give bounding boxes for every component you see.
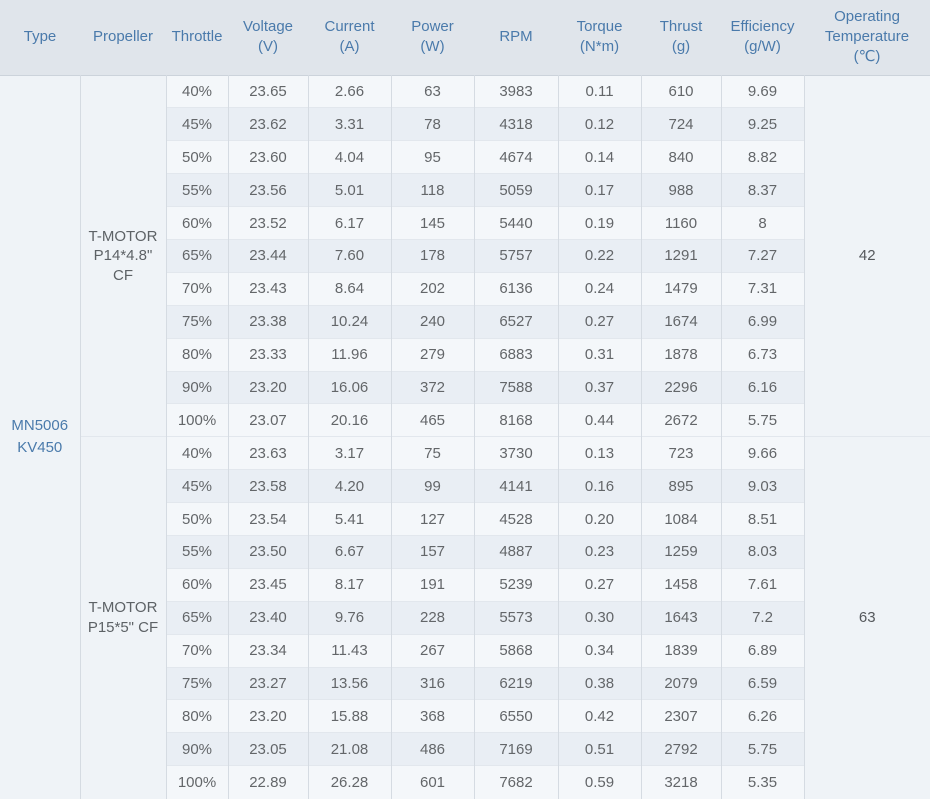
text-line: Type — [23, 28, 57, 46]
column-header-power — [391, 0, 474, 75]
torque-cell: 0.30 — [558, 601, 641, 634]
efficiency-cell: 8 — [721, 207, 804, 240]
thrust-cell: 723 — [641, 437, 721, 470]
torque-cell: 0.27 — [558, 305, 641, 338]
current-cell: 4.04 — [308, 141, 391, 174]
power-cell: 465 — [391, 404, 474, 437]
torque-cell: 0.37 — [558, 371, 641, 404]
throttle-cell: 70% — [166, 634, 228, 667]
voltage-cell: 23.05 — [228, 733, 308, 766]
text-line: Current — [324, 18, 375, 35]
operating-temperature-cell: 63 — [804, 437, 930, 799]
efficiency-cell: 7.61 — [721, 568, 804, 601]
voltage-cell: 23.34 — [228, 634, 308, 667]
torque-cell: 0.13 — [558, 437, 641, 470]
torque-cell: 0.23 — [558, 535, 641, 568]
current-cell: 20.16 — [308, 404, 391, 437]
throttle-cell: 50% — [166, 503, 228, 536]
current-cell: 11.43 — [308, 634, 391, 667]
current-cell: 3.17 — [308, 437, 391, 470]
throttle-cell: 40% — [166, 75, 228, 108]
text-line: Propeller — [92, 28, 154, 46]
column-header-temperature — [804, 0, 930, 75]
efficiency-cell: 9.25 — [721, 108, 804, 141]
voltage-cell: 23.54 — [228, 503, 308, 536]
power-cell: 191 — [391, 568, 474, 601]
torque-cell: 0.12 — [558, 108, 641, 141]
thrust-cell: 840 — [641, 141, 721, 174]
column-header-throttle — [166, 0, 228, 75]
column-header-efficiency — [721, 0, 804, 75]
throttle-cell: 65% — [166, 239, 228, 272]
torque-cell: 0.42 — [558, 700, 641, 733]
torque-cell: 0.27 — [558, 568, 641, 601]
voltage-cell: 23.62 — [228, 108, 308, 141]
text-line: Voltage — [242, 18, 294, 35]
text-line: CF — [113, 266, 133, 284]
column-header-torque — [558, 0, 641, 75]
propeller-cell — [80, 437, 166, 799]
thrust-cell: 1259 — [641, 535, 721, 568]
thrust-cell: 724 — [641, 108, 721, 141]
power-cell: 99 — [391, 470, 474, 503]
torque-cell: 0.22 — [558, 239, 641, 272]
current-cell: 6.67 — [308, 535, 391, 568]
efficiency-cell: 8.82 — [721, 141, 804, 174]
throttle-cell: 90% — [166, 733, 228, 766]
power-cell: 279 — [391, 338, 474, 371]
current-cell: 6.17 — [308, 207, 391, 240]
text-line: KV450 — [17, 439, 63, 457]
torque-cell: 0.44 — [558, 404, 641, 437]
thrust-cell: 1160 — [641, 207, 721, 240]
voltage-cell: 23.50 — [228, 535, 308, 568]
torque-cell: 0.11 — [558, 75, 641, 108]
text-line: Efficiency — [730, 18, 795, 35]
rpm-cell: 7588 — [474, 371, 558, 404]
throttle-cell: 75% — [166, 305, 228, 338]
voltage-cell: 23.45 — [228, 568, 308, 601]
thrust-cell: 2307 — [641, 700, 721, 733]
torque-cell: 0.20 — [558, 503, 641, 536]
rpm-cell: 5868 — [474, 634, 558, 667]
current-cell: 7.60 — [308, 239, 391, 272]
type-cell — [0, 75, 80, 799]
thrust-cell: 1084 — [641, 503, 721, 536]
efficiency-cell: 9.03 — [721, 470, 804, 503]
torque-cell: 0.51 — [558, 733, 641, 766]
throttle-cell: 80% — [166, 700, 228, 733]
efficiency-cell: 6.73 — [721, 338, 804, 371]
efficiency-cell: 8.37 — [721, 174, 804, 207]
table-row — [0, 437, 930, 470]
current-cell: 10.24 — [308, 305, 391, 338]
torque-cell: 0.17 — [558, 174, 641, 207]
rpm-cell: 7169 — [474, 733, 558, 766]
power-cell: 75 — [391, 437, 474, 470]
power-cell: 157 — [391, 535, 474, 568]
thrust-cell: 1674 — [641, 305, 721, 338]
efficiency-cell: 8.51 — [721, 503, 804, 536]
current-cell: 21.08 — [308, 733, 391, 766]
text-line: (℃) — [853, 48, 881, 66]
throttle-cell: 100% — [166, 404, 228, 437]
rpm-cell: 4887 — [474, 535, 558, 568]
text-line: (W) — [420, 38, 445, 56]
text-line: (g/W) — [744, 38, 781, 56]
rpm-cell: 5573 — [474, 601, 558, 634]
efficiency-cell: 5.75 — [721, 733, 804, 766]
table-row — [0, 75, 930, 108]
text-line: (g) — [671, 38, 691, 56]
thrust-cell: 895 — [641, 470, 721, 503]
thrust-cell: 2672 — [641, 404, 721, 437]
thrust-cell: 1839 — [641, 634, 721, 667]
power-cell: 240 — [391, 305, 474, 338]
throttle-cell: 80% — [166, 338, 228, 371]
rpm-cell: 6883 — [474, 338, 558, 371]
power-cell: 267 — [391, 634, 474, 667]
efficiency-cell: 9.66 — [721, 437, 804, 470]
thrust-cell: 3218 — [641, 766, 721, 799]
rpm-cell: 6550 — [474, 700, 558, 733]
text-line: Thrust — [659, 18, 703, 35]
text-line: Temperature — [824, 28, 910, 46]
current-cell: 13.56 — [308, 667, 391, 700]
power-cell: 127 — [391, 503, 474, 536]
throttle-cell: 55% — [166, 535, 228, 568]
efficiency-cell: 7.31 — [721, 272, 804, 305]
text-line: Power — [411, 18, 454, 35]
efficiency-cell: 9.69 — [721, 75, 804, 108]
voltage-cell: 23.33 — [228, 338, 308, 371]
torque-cell: 0.14 — [558, 141, 641, 174]
thrust-cell: 2792 — [641, 733, 721, 766]
current-cell: 2.66 — [308, 75, 391, 108]
rpm-cell: 5239 — [474, 568, 558, 601]
table-header — [0, 0, 930, 75]
current-cell: 15.88 — [308, 700, 391, 733]
thrust-cell: 2296 — [641, 371, 721, 404]
header-row — [0, 0, 930, 75]
text-line: P15*5" CF — [87, 618, 159, 636]
text-line: MN5006 — [11, 417, 69, 435]
voltage-cell: 22.89 — [228, 766, 308, 799]
power-cell: 316 — [391, 667, 474, 700]
text-line: P14*4.8" — [93, 247, 153, 265]
voltage-cell: 23.07 — [228, 404, 308, 437]
throttle-cell: 65% — [166, 601, 228, 634]
voltage-cell: 23.20 — [228, 700, 308, 733]
text-line: (V) — [258, 38, 278, 56]
power-cell: 145 — [391, 207, 474, 240]
rpm-cell: 5440 — [474, 207, 558, 240]
current-cell: 16.06 — [308, 371, 391, 404]
efficiency-cell: 7.27 — [721, 239, 804, 272]
throttle-cell: 70% — [166, 272, 228, 305]
text-line: (N*m) — [579, 38, 620, 56]
throttle-cell: 40% — [166, 437, 228, 470]
throttle-cell: 45% — [166, 108, 228, 141]
thrust-cell: 988 — [641, 174, 721, 207]
power-cell: 202 — [391, 272, 474, 305]
voltage-cell: 23.20 — [228, 371, 308, 404]
voltage-cell: 23.52 — [228, 207, 308, 240]
throttle-cell: 60% — [166, 207, 228, 240]
torque-cell: 0.59 — [558, 766, 641, 799]
voltage-cell: 23.65 — [228, 75, 308, 108]
column-header-rpm — [474, 0, 558, 75]
rpm-cell: 5059 — [474, 174, 558, 207]
current-cell: 11.96 — [308, 338, 391, 371]
rpm-cell: 5757 — [474, 239, 558, 272]
voltage-cell: 23.60 — [228, 141, 308, 174]
efficiency-cell: 6.99 — [721, 305, 804, 338]
text-line: RPM — [499, 28, 533, 46]
current-cell: 8.64 — [308, 272, 391, 305]
thrust-cell: 1643 — [641, 601, 721, 634]
text-line: T-MOTOR — [88, 599, 158, 617]
power-cell: 228 — [391, 601, 474, 634]
power-cell: 368 — [391, 700, 474, 733]
thrust-cell: 610 — [641, 75, 721, 108]
rpm-cell: 6136 — [474, 272, 558, 305]
voltage-cell: 23.44 — [228, 239, 308, 272]
rpm-cell: 6527 — [474, 305, 558, 338]
power-cell: 95 — [391, 141, 474, 174]
text-line: Throttle — [171, 28, 223, 46]
power-cell: 118 — [391, 174, 474, 207]
voltage-cell: 23.38 — [228, 305, 308, 338]
throttle-cell: 75% — [166, 667, 228, 700]
rpm-cell: 3730 — [474, 437, 558, 470]
thrust-cell: 1479 — [641, 272, 721, 305]
table-body — [0, 75, 930, 799]
voltage-cell: 23.43 — [228, 272, 308, 305]
voltage-cell: 23.58 — [228, 470, 308, 503]
efficiency-cell: 5.35 — [721, 766, 804, 799]
thrust-cell: 1878 — [641, 338, 721, 371]
text-line: (A) — [339, 38, 360, 56]
power-cell: 178 — [391, 239, 474, 272]
torque-cell: 0.16 — [558, 470, 641, 503]
torque-cell: 0.24 — [558, 272, 641, 305]
torque-cell: 0.38 — [558, 667, 641, 700]
efficiency-cell: 6.16 — [721, 371, 804, 404]
power-cell: 601 — [391, 766, 474, 799]
efficiency-cell: 8.03 — [721, 535, 804, 568]
thrust-cell: 1458 — [641, 568, 721, 601]
current-cell: 3.31 — [308, 108, 391, 141]
column-header-current — [308, 0, 391, 75]
rpm-cell: 4674 — [474, 141, 558, 174]
rpm-cell: 4318 — [474, 108, 558, 141]
rpm-cell: 8168 — [474, 404, 558, 437]
text-line: Torque — [576, 18, 623, 35]
column-header-propeller — [80, 0, 166, 75]
voltage-cell: 23.27 — [228, 667, 308, 700]
column-header-voltage — [228, 0, 308, 75]
current-cell: 4.20 — [308, 470, 391, 503]
current-cell: 8.17 — [308, 568, 391, 601]
efficiency-cell: 6.89 — [721, 634, 804, 667]
propeller-cell — [80, 75, 166, 437]
power-cell: 78 — [391, 108, 474, 141]
current-cell: 26.28 — [308, 766, 391, 799]
rpm-cell: 4528 — [474, 503, 558, 536]
throttle-cell: 60% — [166, 568, 228, 601]
power-cell: 486 — [391, 733, 474, 766]
rpm-cell: 4141 — [474, 470, 558, 503]
throttle-cell: 90% — [166, 371, 228, 404]
torque-cell: 0.19 — [558, 207, 641, 240]
throttle-cell: 100% — [166, 766, 228, 799]
efficiency-cell: 5.75 — [721, 404, 804, 437]
column-header-type — [0, 0, 80, 75]
current-cell: 5.01 — [308, 174, 391, 207]
torque-cell: 0.31 — [558, 338, 641, 371]
power-cell: 372 — [391, 371, 474, 404]
text-line: Operating — [834, 7, 900, 25]
current-cell: 9.76 — [308, 601, 391, 634]
rpm-cell: 6219 — [474, 667, 558, 700]
power-cell: 63 — [391, 75, 474, 108]
efficiency-cell: 6.59 — [721, 667, 804, 700]
throttle-cell: 55% — [166, 174, 228, 207]
thrust-cell: 2079 — [641, 667, 721, 700]
voltage-cell: 23.40 — [228, 601, 308, 634]
torque-cell: 0.34 — [558, 634, 641, 667]
text-line: T-MOTOR — [88, 227, 158, 245]
column-header-thrust — [641, 0, 721, 75]
operating-temperature-cell: 42 — [804, 75, 930, 437]
rpm-cell: 3983 — [474, 75, 558, 108]
efficiency-cell: 6.26 — [721, 700, 804, 733]
rpm-cell: 7682 — [474, 766, 558, 799]
thrust-cell: 1291 — [641, 239, 721, 272]
voltage-cell: 23.56 — [228, 174, 308, 207]
throttle-cell: 45% — [166, 470, 228, 503]
efficiency-cell: 7.2 — [721, 601, 804, 634]
voltage-cell: 23.63 — [228, 437, 308, 470]
throttle-cell: 50% — [166, 141, 228, 174]
current-cell: 5.41 — [308, 503, 391, 536]
